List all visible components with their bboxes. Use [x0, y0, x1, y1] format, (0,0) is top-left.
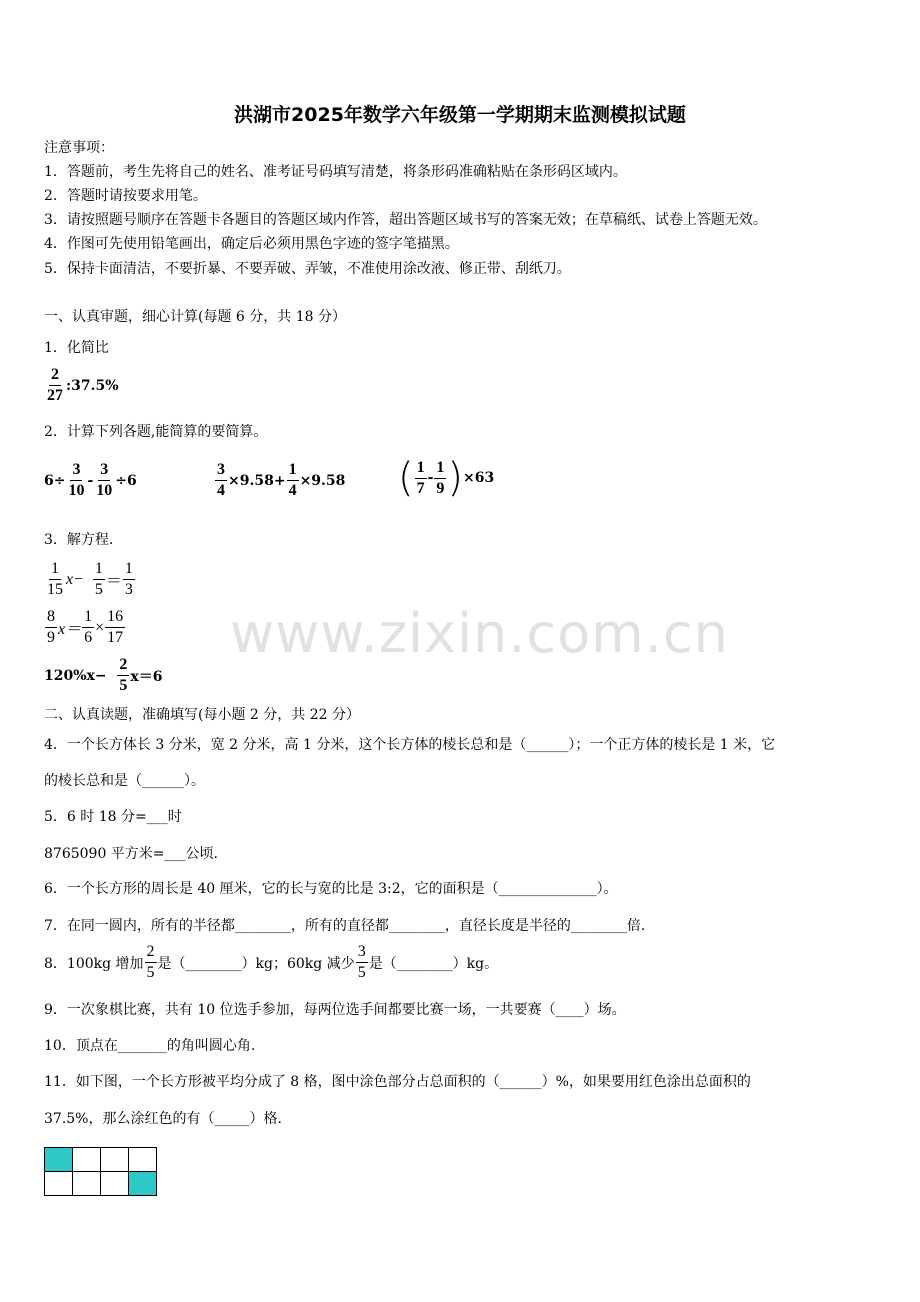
fraction: $\frac{1}{7}$	[416, 458, 425, 497]
fraction: $\frac{1}{3}$	[124, 560, 133, 598]
fraction: $\frac{3}{10}$	[96, 461, 113, 499]
q11-text-cont: 37.5%，那么涂红色的有（_____）格.	[44, 1111, 282, 1127]
fraction: $\frac{2}{27}$	[47, 366, 63, 404]
notice-item: 4．作图可先使用铅笔画出，确定后必须用黑色字迹的签字笔描黑。	[44, 236, 459, 252]
q9-text: 9．一次象棋比赛，共有 10 位选手参加，每两位选手间都要比赛一场，一共要赛（____）场。	[44, 1002, 626, 1018]
fraction: $\frac{1}{15}$	[47, 560, 63, 598]
notice-item: 5．保持卡面清洁，不要折暴、不要弄破、弄皱，不准使用涂改液、修正带、刮纸刀。	[44, 261, 571, 277]
q2-label: 2．计算下列各题,能简算的要简算。	[44, 424, 268, 440]
fraction: $\frac{3}{5}$	[357, 943, 366, 981]
grid-cell	[73, 1148, 101, 1172]
q4-text: 4．一个长方体长 3 分米，宽 2 分米，高 1 分米，这个长方体的棱长总和是（______）；一个正方体的棱长是 1 米，它	[44, 737, 776, 753]
grid-row	[45, 1148, 157, 1172]
grid-cell	[101, 1148, 129, 1172]
fraction: $\frac{1}{6}$	[84, 608, 93, 646]
section2-heading: 二、认真读题，准确填写(每小题 2 分，共 22 分）	[44, 707, 360, 723]
fraction: $\frac{1}{5}$	[94, 560, 103, 598]
q2-expression-3: ( $\frac{1}{7}$ - $\frac{1}{9}$ ) ×63	[398, 455, 495, 501]
q2-expression-1: 6÷ $\frac{3}{10}$ - $\frac{3}{10}$ ÷6	[44, 461, 137, 499]
fraction: $\frac{1}{9}$	[436, 458, 445, 497]
q11-text: 11．如下图，一个长方形被平均分成了 8 格，图中涂色部分占总面积的（______）%，如果要用红色涂出总面积的	[44, 1074, 751, 1090]
grid-cell-shaded	[129, 1172, 157, 1196]
fraction: $\frac{8}{9}$	[47, 608, 55, 646]
notice-item: 1．答题前，考生先将自己的姓名、准考证号码填写清楚，将条形码准确粘贴在条形码区域内。	[44, 164, 627, 180]
fraction: $\frac{3}{4}$	[217, 461, 225, 499]
q7-text: 7．在同一圆内，所有的半径都________，所有的直径都________，直径长度是半径的________倍.	[44, 918, 646, 934]
grid-cell	[101, 1172, 129, 1196]
q1-expression: $\frac{2}{27}$ :37.5%	[47, 366, 119, 404]
fraction: $\frac{2}{5}$	[119, 656, 128, 694]
notice-heading: 注意事项：	[44, 140, 114, 156]
watermark: www.zixin.com.cn	[230, 602, 729, 665]
page-title: 洪湖市2025年数学六年级第一学期期末监测模拟试题	[234, 104, 686, 126]
notice-item: 2．答题时请按要求用笔。	[44, 188, 207, 204]
grid-cell	[129, 1148, 157, 1172]
grid-cell-shaded	[45, 1148, 73, 1172]
grid-row	[45, 1172, 157, 1196]
q5-text: 5．6 时 18 分=___时	[44, 809, 182, 825]
q8-text: 8．100kg 增加 $\frac{2}{5}$ 是（________）kg；60kg 减少 $\frac{3}{5}$ 是（________）kg。	[44, 943, 499, 981]
q2-expression-2: $\frac{3}{4}$ ×9.58+ $\frac{1}{4}$ ×9.58	[217, 461, 346, 499]
fraction: $\frac{1}{4}$	[288, 461, 297, 499]
fraction: $\frac{3}{10}$	[68, 461, 85, 499]
q3-equation-2: $\frac{8}{9}$ x＝ $\frac{1}{6}$ × $\frac{16}{17}$	[47, 608, 124, 646]
notice-item: 3．请按照题号顺序在答题卡各题目的答题区域内作答，超出答题区域书写的答案无效；在草稿纸、试卷上答题无效。	[44, 212, 767, 228]
q11-grid	[44, 1147, 157, 1196]
q4-text-cont: 的棱长总和是（______）。	[44, 773, 205, 789]
fraction: $\frac{2}{5}$	[146, 943, 155, 981]
q1-label: 1．化简比	[44, 340, 109, 356]
grid-cell	[45, 1172, 73, 1196]
q3-equation-1: $\frac{1}{15}$ x− $\frac{1}{5}$ ＝ $\frac{1}{3}$	[47, 560, 133, 598]
fraction: $\frac{16}{17}$	[107, 608, 124, 646]
q3-equation-3: 120%x− $\frac{2}{5}$ x＝6	[44, 656, 163, 694]
grid-cell	[73, 1172, 101, 1196]
q5-text-cont: 8765090 平方米=___公顷.	[44, 846, 218, 862]
section1-heading: 一、认真审题，细心计算(每题 6 分，共 18 分）	[44, 309, 346, 325]
q6-text: 6．一个长方形的周长是 40 厘米，它的长与宽的比是 3:2，它的面积是（______________）。	[44, 881, 618, 897]
q10-text: 10．顶点在_______的角叫圆心角.	[44, 1038, 256, 1054]
q3-label: 3．解方程.	[44, 532, 114, 548]
